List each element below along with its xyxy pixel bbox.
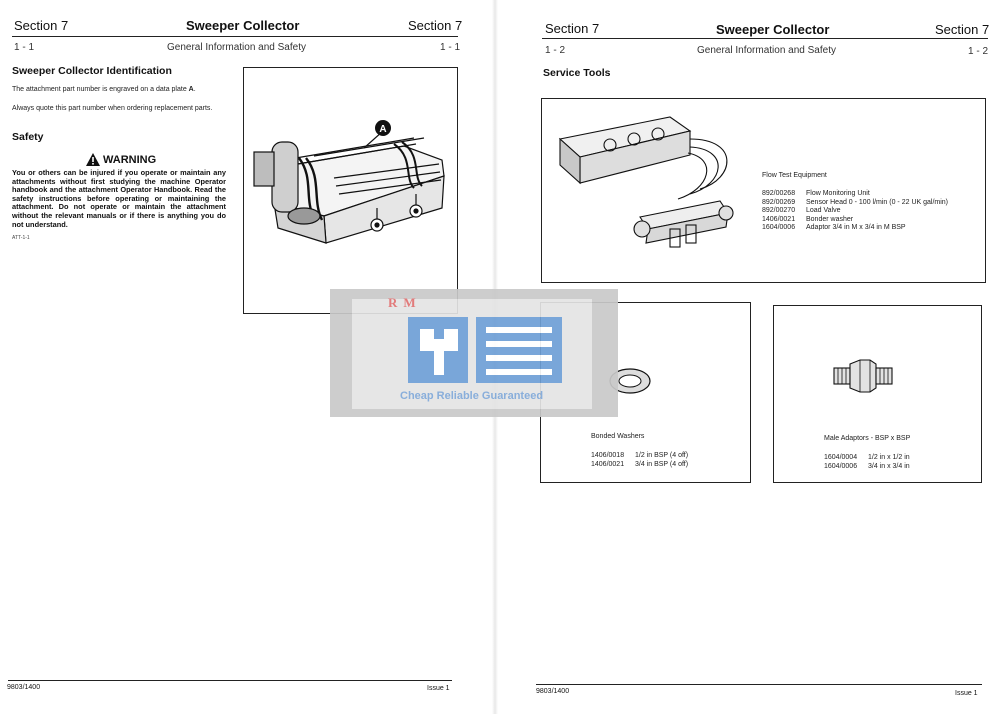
right-footer-rule: [536, 684, 982, 685]
part-number: 892/00268: [762, 190, 796, 197]
part-description: Load Valve: [806, 207, 841, 215]
part-description: Bonder washer: [806, 215, 854, 223]
male-adaptors-box: [773, 305, 982, 483]
part-description: Sensor Head 0 - 100 l/min (0 - 22 UK gal/min): [806, 198, 949, 206]
parts-row: [762, 199, 948, 208]
warning-triangle-icon: [86, 153, 100, 166]
safety-heading: Safety: [12, 131, 44, 143]
left-footer-rule: [8, 680, 452, 681]
male-adaptors-title: Male Adaptors - BSP x BSP: [824, 435, 911, 442]
parts-row: [762, 190, 948, 199]
left-page-number: 1 - 1: [14, 42, 35, 53]
right-page-number-right: 1 - 2: [968, 46, 989, 57]
part-description: 1/2 in x 1/2 in: [868, 454, 910, 461]
watermark-banner: [330, 289, 618, 417]
part-description: 1/2 in BSP (4 off): [635, 452, 689, 459]
right-page-number: 1 - 2: [545, 45, 566, 56]
left-footer-issue: Issue 1: [427, 685, 450, 692]
parts-row: [824, 454, 910, 463]
part-number: 1406/0018: [591, 452, 625, 459]
parts-row: [762, 224, 948, 233]
watermark-brand: RM: [388, 295, 422, 310]
part-number: 1604/0006: [824, 462, 858, 470]
parts-row: [591, 461, 688, 470]
part-description: 3/4 in BSP (4 off): [635, 460, 689, 468]
parts-row: [824, 463, 910, 472]
flow-test-title: Flow Test Equipment: [762, 172, 827, 179]
warning-header: [86, 153, 156, 166]
flow-test-box: [541, 98, 986, 283]
right-section-label-right: Section 7: [935, 22, 990, 37]
warning-text: You or others can be injured if you operate or maintain any attachments without first studying the machine Operator handbook and the attachment Operator Handbook. Read the safety instructions before operating or maintaining the attachment. Do not operate or maintain the attachment without the relevant manuals or if there is anything you do not understand.: [12, 168, 226, 229]
part-description: 3/4 in x 3/4 in: [868, 462, 910, 470]
part-number: 1406/0021: [591, 460, 625, 468]
ident-text-end: .: [193, 86, 196, 93]
male-adaptors-list: [824, 454, 910, 471]
flow-test-equipment-illustration: [550, 109, 750, 274]
right-section-label: Section 7: [545, 21, 600, 36]
left-section-label-right: Section 7: [408, 18, 463, 33]
left-page-title: Sweeper Collector: [186, 18, 300, 33]
bonded-washers-list: [591, 452, 688, 469]
left-section-label: Section 7: [14, 18, 69, 33]
right-subtitle: General Information and Safety: [697, 45, 836, 56]
identification-paragraph: [12, 85, 234, 94]
part-number: 1604/0006: [762, 224, 796, 232]
right-footer-code: 9803/1400: [536, 688, 570, 695]
part-number: 1406/0021: [762, 215, 796, 223]
part-number: 1604/0004: [824, 454, 858, 461]
part-description: Flow Monitoring Unit: [806, 190, 870, 197]
left-footer-code: 9803/1400: [7, 684, 41, 691]
part-number: 892/00270: [762, 207, 796, 215]
warning-label: WARNING: [103, 153, 157, 166]
right-page-title: Sweeper Collector: [716, 22, 830, 37]
identification-note: Always quote this part number when ordering replacement parts.: [12, 105, 213, 112]
watermark-tools-logo: [406, 315, 566, 385]
parts-row: [762, 216, 948, 225]
flow-test-parts-list: [762, 190, 948, 233]
sweeper-collector-illustration: [244, 68, 457, 313]
service-tools-heading: Service Tools: [543, 67, 611, 79]
watermark-tagline: Cheap Reliable Guaranteed: [400, 390, 544, 402]
ident-plate-letter: A: [188, 86, 194, 93]
left-page-number-right: 1 - 1: [440, 42, 461, 53]
ident-text: The attachment part number is engraved on a data plate: [12, 86, 189, 93]
parts-row: [762, 207, 948, 216]
part-description: Adaptor 3/4 in M x 3/4 in M BSP: [806, 224, 906, 232]
warning-code: ATT-1-1: [12, 235, 30, 241]
identification-heading: Sweeper Collector Identification: [12, 65, 172, 77]
parts-row: [591, 452, 688, 461]
right-header-rule: [542, 38, 988, 39]
bonded-washers-title: Bonded Washers: [591, 433, 645, 440]
left-subtitle: General Information and Safety: [167, 42, 306, 53]
sweeper-illustration-frame: [243, 67, 458, 314]
callout-a-label: A: [379, 124, 387, 135]
left-header-rule: [12, 36, 458, 37]
male-adaptor-illustration: [830, 356, 896, 396]
part-number: 892/00269: [762, 198, 796, 206]
right-footer-issue: Issue 1: [955, 690, 978, 697]
